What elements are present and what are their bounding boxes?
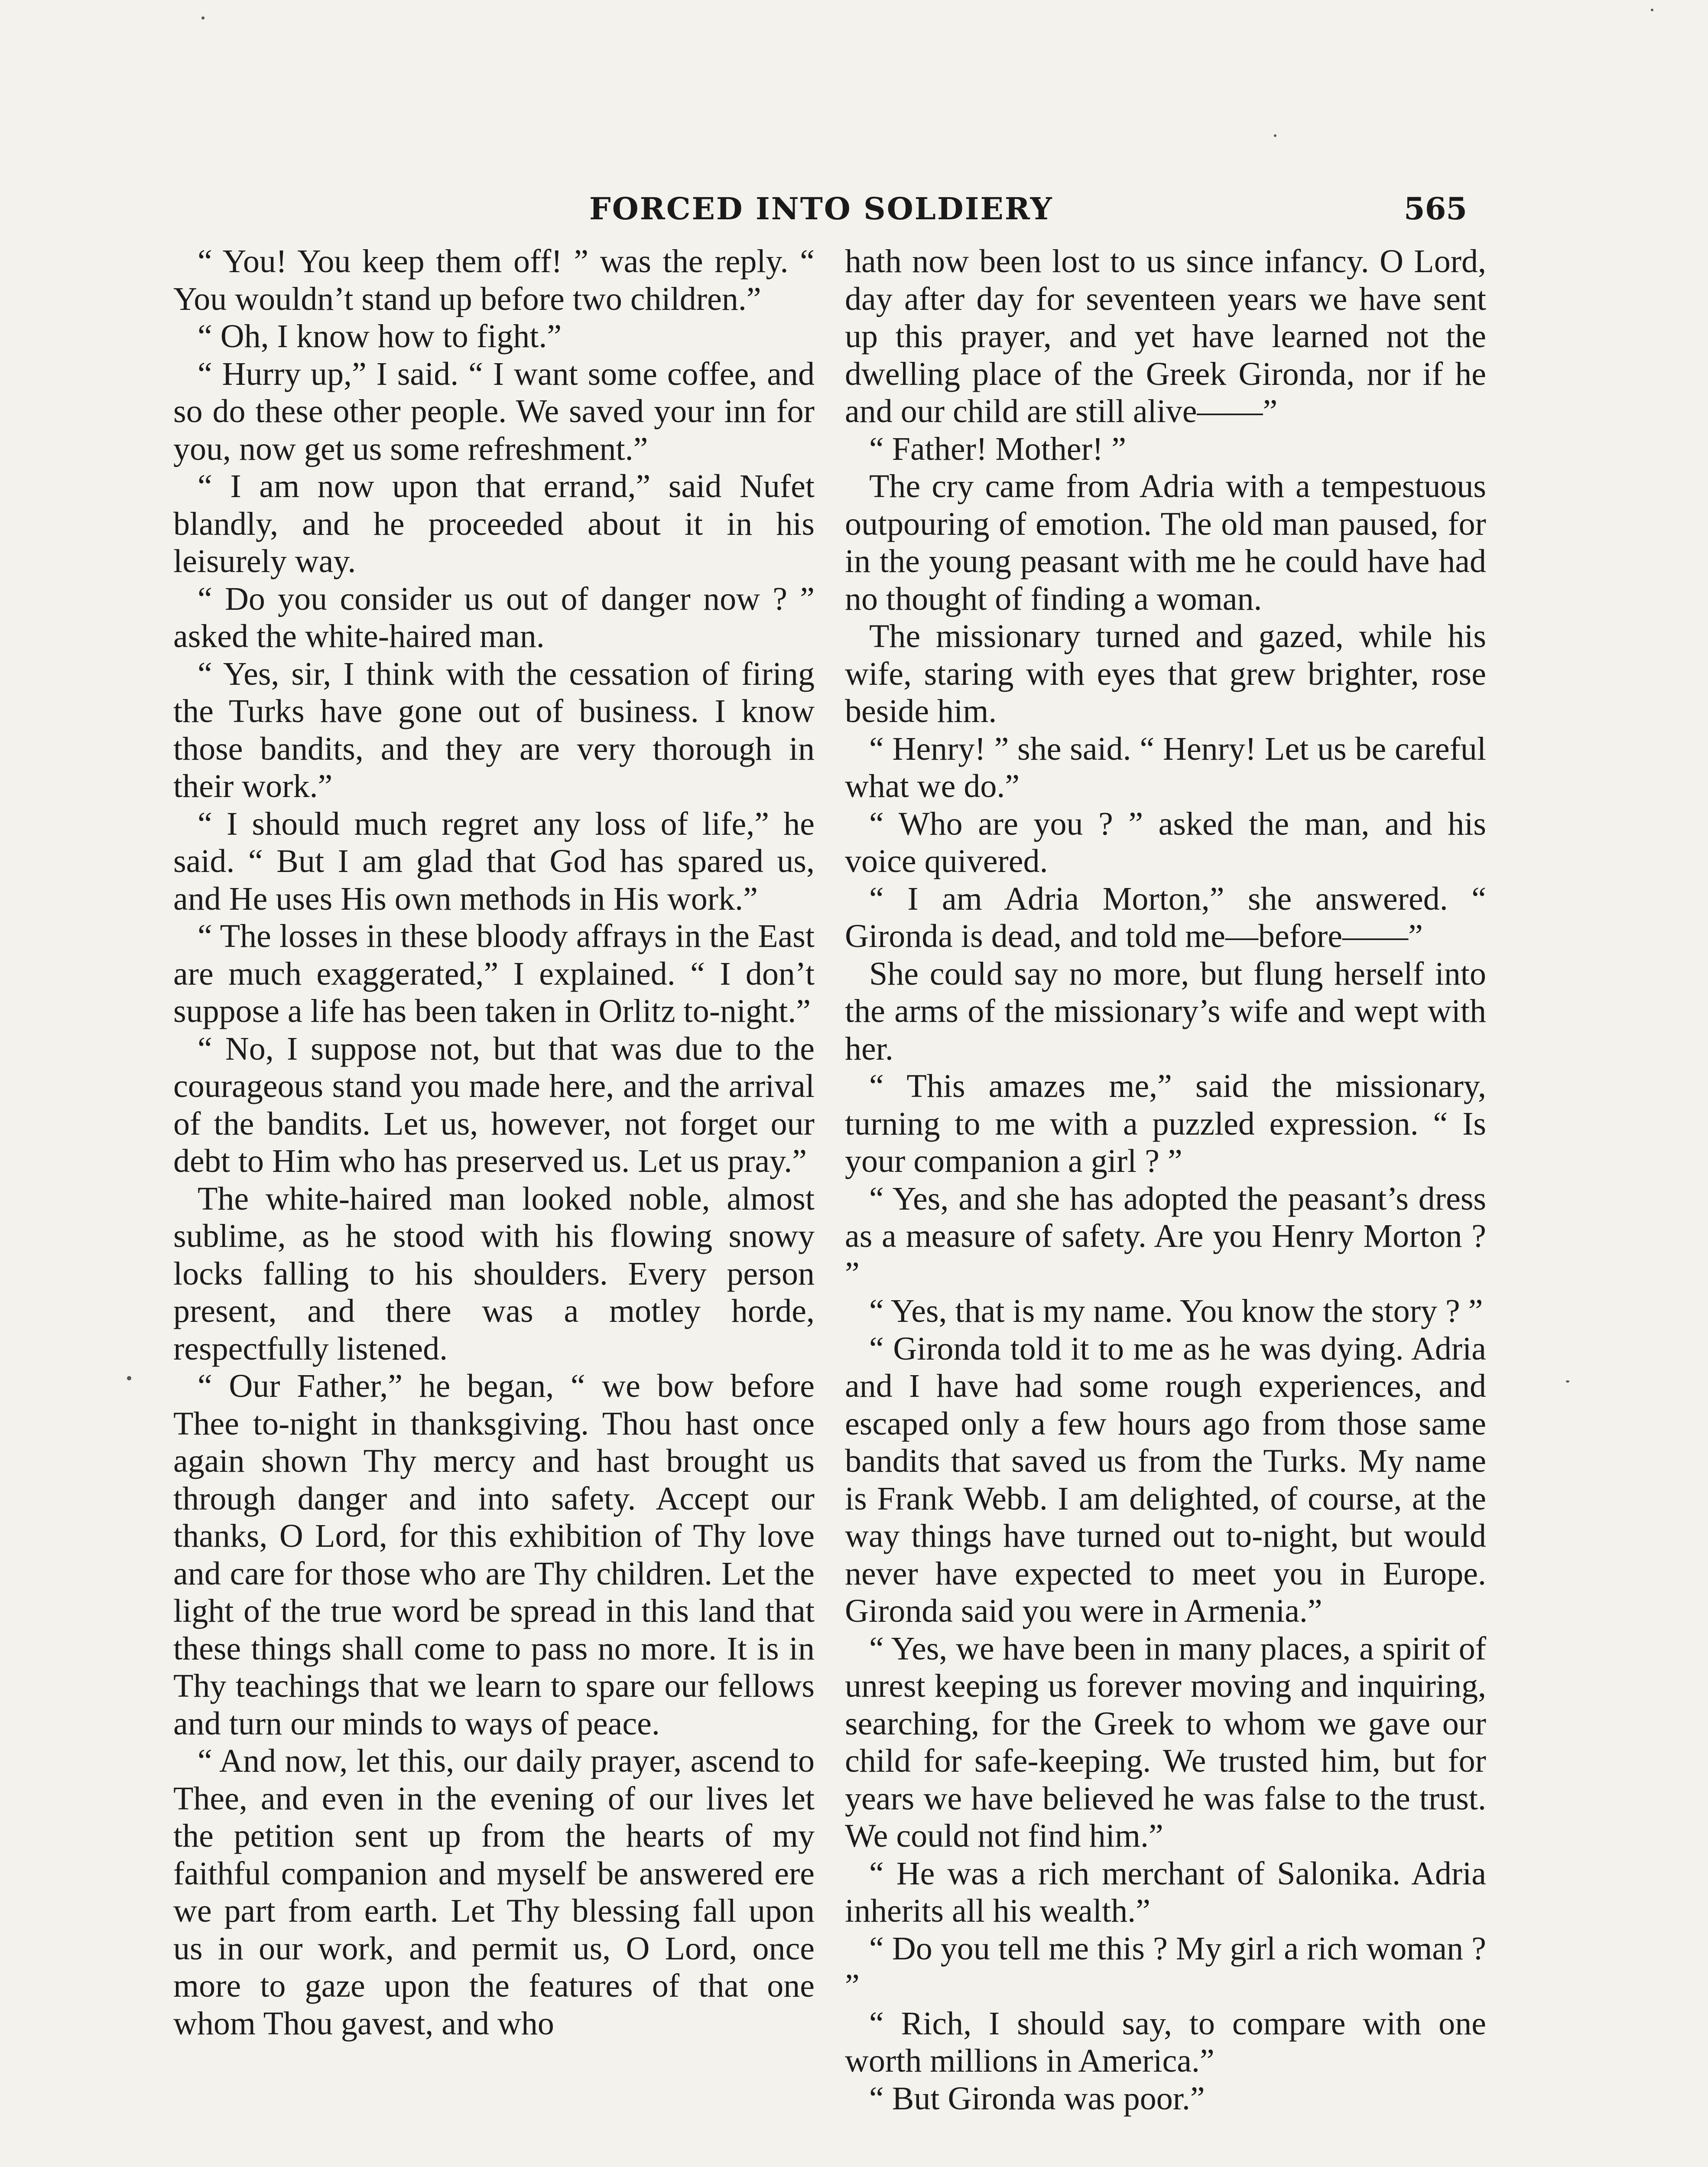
paragraph: “ Oh, I know how to fight.”: [198, 318, 562, 355]
paragraph: “ I am now upon that errand,” said Nufet blandly, and he proceeded about it in his leisurely way.: [173, 468, 815, 579]
paragraph: “ Yes, and she has adopted the peasant’s dress as a measure of safety. Are you Henry Morton ? ”: [845, 1180, 1486, 1292]
paper-speck: [1566, 1380, 1569, 1383]
paragraph: “ Hurry up,” I said. “ I want some coffee, and so do these other people. We saved your inn for you, now get us some refreshment.”: [173, 355, 815, 467]
paragraph: “ Henry! ” she said. “ Henry! Let us be careful what we do.”: [845, 730, 1486, 804]
paragraph: “ But Gironda was poor.”: [869, 2080, 1205, 2117]
paragraph: “ Father! Mother! ”: [869, 430, 1126, 467]
paper-speck: [1651, 9, 1653, 11]
running-header-title: FORCED INTO SOLDIERY: [589, 191, 1053, 227]
paragraph: “ I should much regret any loss of life,” he said. “ But I am glad that God has spared us, and He uses His own methods in His work.”: [173, 805, 815, 917]
page-number: 565: [1404, 191, 1468, 227]
paragraph: The cry came from Adria with a tempestuous outpouring of emotion. The old man paused, for in the young peasant with me he could have had no thought of finding a woman.: [845, 468, 1486, 617]
paragraph-continued: hath now been lost to us since infancy. O Lord, day after day for seventeen years we have sent up this prayer, and yet have learned not the dwelling place of the Greek Gironda, nor if he and our child are still alive——”: [845, 243, 1486, 429]
paragraph: “ He was a rich merchant of Salonika. Adria inherits all his wealth.”: [845, 1855, 1486, 1929]
paragraph: “ Yes, we have been in many places, a spirit of unrest keeping us forever moving and inquiring, searching, for the Greek to whom we gave our child for safe-keeping. We trusted him, but for years we have believed he was false to the trust. We could not find him.”: [845, 1630, 1486, 1854]
paragraph: The missionary turned and gazed, while his wife, staring with eyes that grew brighter, rose beside him.: [845, 618, 1486, 729]
paragraph: “ I am Adria Morton,” she answered. “ Gironda is dead, and told me—before——”: [845, 880, 1486, 954]
paragraph: “ Rich, I should say, to compare with one worth millions in America.”: [845, 2005, 1486, 2079]
paragraph: The white-haired man looked noble, almost sublime, as he stood with his flowing snowy locks falling to his shoulders. Every person present, and there was a motley horde, respectfully listened.: [173, 1180, 815, 1367]
paragraph: “ The losses in these bloody affrays in the East are much exaggerated,” I explained. “ I don’t suppose a life has been taken in Orlitz to-night.”: [173, 918, 815, 1029]
paragraph: “ Our Father,” he began, “ we bow before Thee to-night in thanksgiving. Thou hast once again shown Thy mercy and hast brought us through danger and into safety. Accept our thanks, O Lord, for this exhibition of Thy love and care for those who are Thy children. Let the light of the true word be spread in this land that these things shall come to pass no more. It is in Thy teachings that we learn to spare our fellows and turn our minds to ways of peace.: [173, 1368, 815, 1742]
paper-speck: [127, 1376, 131, 1380]
paragraph: She could say no more, but flung herself into the arms of the missionary’s wife and wept with her.: [845, 955, 1486, 1067]
left-text-column: [173, 243, 815, 2042]
paragraph: “ No, I suppose not, but that was due to the courageous stand you made here, and the arrival of the bandits. Let us, however, not forget our debt to Him who has preserved us. Let us pray.”: [173, 1030, 815, 1179]
paper-speck: [1274, 134, 1276, 137]
paragraph: “ This amazes me,” said the missionary, turning to me with a puzzled expression. “ Is your companion a girl ? ”: [845, 1068, 1486, 1179]
paragraph: “ You! You keep them off! ” was the reply. “ You wouldn’t stand up before two children.”: [173, 243, 815, 317]
paragraph: “ Do you consider us out of danger now ? ” asked the white-haired man.: [173, 580, 815, 654]
paragraph: “ And now, let this, our daily prayer, ascend to Thee, and even in the evening of our lives let the petition sent up from the hearts of my faithful companion and myself be answered ere we part from earth. Let Thy blessing fall upon us in our work, and permit us, O Lord, once more to gaze upon the features of that one whom Thou gavest, and who: [173, 1743, 815, 2042]
paragraph: “ Yes, sir, I think with the cessation of firing the Turks have gone out of business. I know those bandits, and they are very thorough in their work.”: [173, 655, 815, 804]
paragraph: “ Do you tell me this ? My girl a rich woman ? ”: [845, 1930, 1486, 2004]
right-text-column: [845, 243, 1486, 2117]
paper-speck: [201, 16, 205, 20]
paragraph: “ Gironda told it to me as he was dying. Adria and I have had some rough experiences, and escaped only a few hours ago from those same bandits that saved us from the Turks. My name is Frank Webb. I am delighted, of course, at the way things have turned out to-night, but would never have expected to meet you in Europe. Gironda said you were in Armenia.”: [845, 1330, 1486, 1629]
paragraph: “ Yes, that is my name. You know the story ? ”: [869, 1293, 1483, 1329]
paragraph: “ Who are you ? ” asked the man, and his voice quivered.: [845, 805, 1486, 879]
